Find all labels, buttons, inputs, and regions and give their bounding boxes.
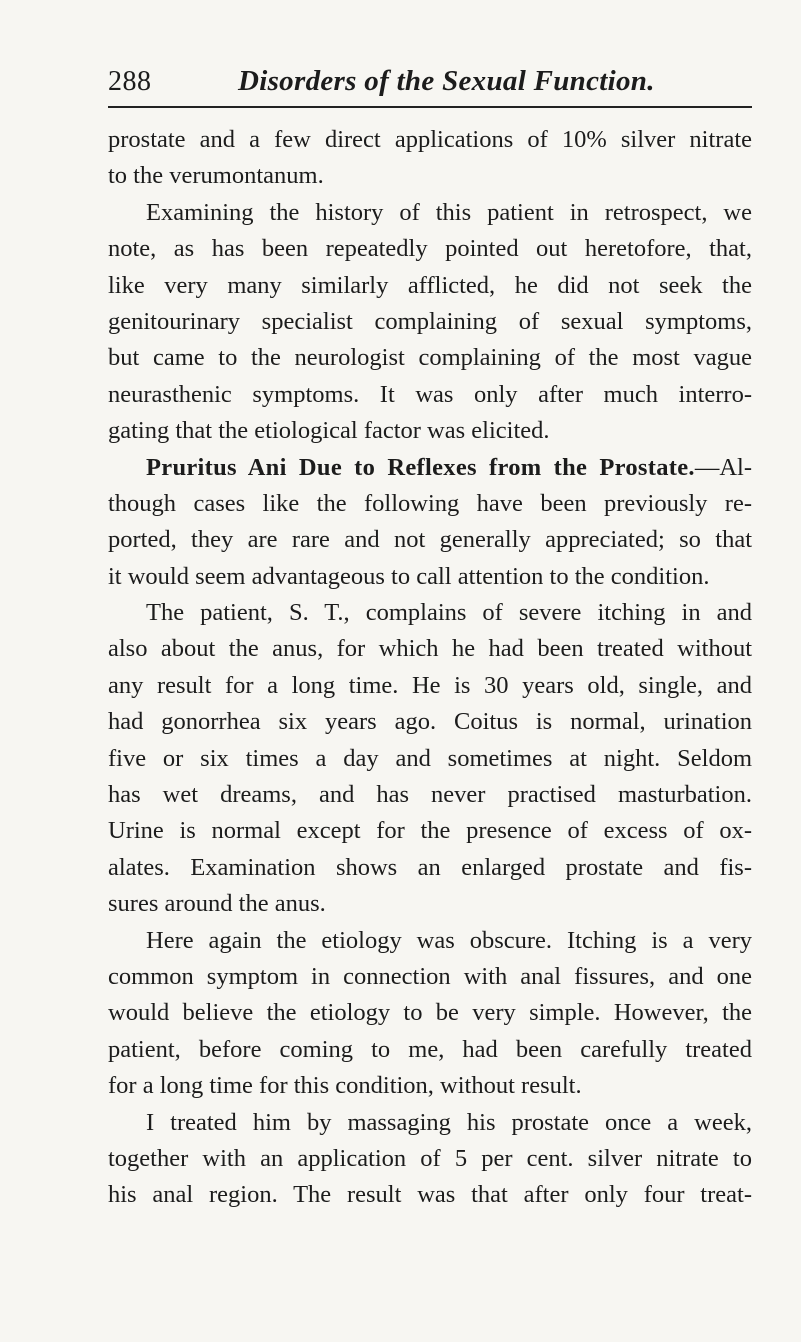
page-number: 288 xyxy=(108,66,152,97)
body-text xyxy=(108,122,752,1214)
paragraph xyxy=(108,195,752,450)
page-header xyxy=(108,66,752,106)
text-line: has wet dreams, and has never practised masturbation. xyxy=(108,781,752,809)
text-line: five or six times a day and sometimes at night. Seldom xyxy=(108,744,752,772)
text-line: for a long time for this condition, without result. xyxy=(108,1072,582,1100)
text-line: sures around the anus. xyxy=(108,890,326,918)
text-line: I treated him by massaging his prostate once a week, xyxy=(146,1108,752,1136)
text-line: Urine is normal except for the presence of excess of ox- xyxy=(108,817,752,845)
paragraph xyxy=(108,450,752,596)
text-line: neurasthenic symptoms. It was only after much interro- xyxy=(108,380,752,408)
text-line: any result for a long time. He is 30 years old, single, and xyxy=(108,671,752,699)
text-line: ported, they are rare and not generally appreciated; so that xyxy=(108,526,752,554)
text-line: like very many similarly afflicted, he did not seek the xyxy=(108,271,752,299)
text-line: Here again the etiology was obscure. Itching is a very xyxy=(146,926,752,954)
paragraph xyxy=(108,1105,752,1214)
paragraph xyxy=(108,595,752,923)
running-title: Disorders of the Sexual Function. xyxy=(238,65,655,97)
text-line: prostate and a few direct applications of 10% silver nitrate xyxy=(108,126,752,153)
text-line: it would seem advantageous to call attention to the condition. xyxy=(108,562,710,590)
text-line xyxy=(108,450,752,486)
text-line: common symptom in connection with anal fissures, and one xyxy=(108,962,752,990)
text-line: would believe the etiology to be very simple. However, the xyxy=(108,999,752,1027)
text-line: alates. Examination shows an enlarged prostate and fis- xyxy=(108,853,752,881)
paragraph xyxy=(108,923,752,1105)
text-line: patient, before coming to me, had been carefully treated xyxy=(108,1035,752,1063)
paragraph xyxy=(108,122,752,195)
heading-continuation: —Al- xyxy=(694,453,752,481)
text-line: had gonorrhea six years ago. Coitus is normal, urination xyxy=(108,708,752,736)
text-line: though cases like the following have been previously re- xyxy=(108,489,752,517)
text-line: genitourinary specialist complaining of sexual symptoms, xyxy=(108,307,752,335)
text-line: gating that the etiological factor was elicited. xyxy=(108,417,550,445)
text-line: The patient, S. T., complains of severe itching in and xyxy=(146,599,752,627)
text-line: but came to the neurologist complaining of the most vague xyxy=(108,344,752,372)
text-line: together with an application of 5 per cent. silver nitrate to xyxy=(108,1144,752,1172)
text-line: his anal region. The result was that after only four treat- xyxy=(108,1181,752,1209)
text-line: to the verumontanum. xyxy=(108,162,324,190)
header-rule xyxy=(108,106,752,108)
section-heading: Pruritus Ani Due to Reflexes from the Prostate. xyxy=(146,453,695,481)
text-line: Examining the history of this patient in retrospect, we xyxy=(146,198,752,226)
text-line: also about the anus, for which he had been treated without xyxy=(108,635,752,663)
text-line: note, as has been repeatedly pointed out heretofore, that, xyxy=(108,235,752,263)
